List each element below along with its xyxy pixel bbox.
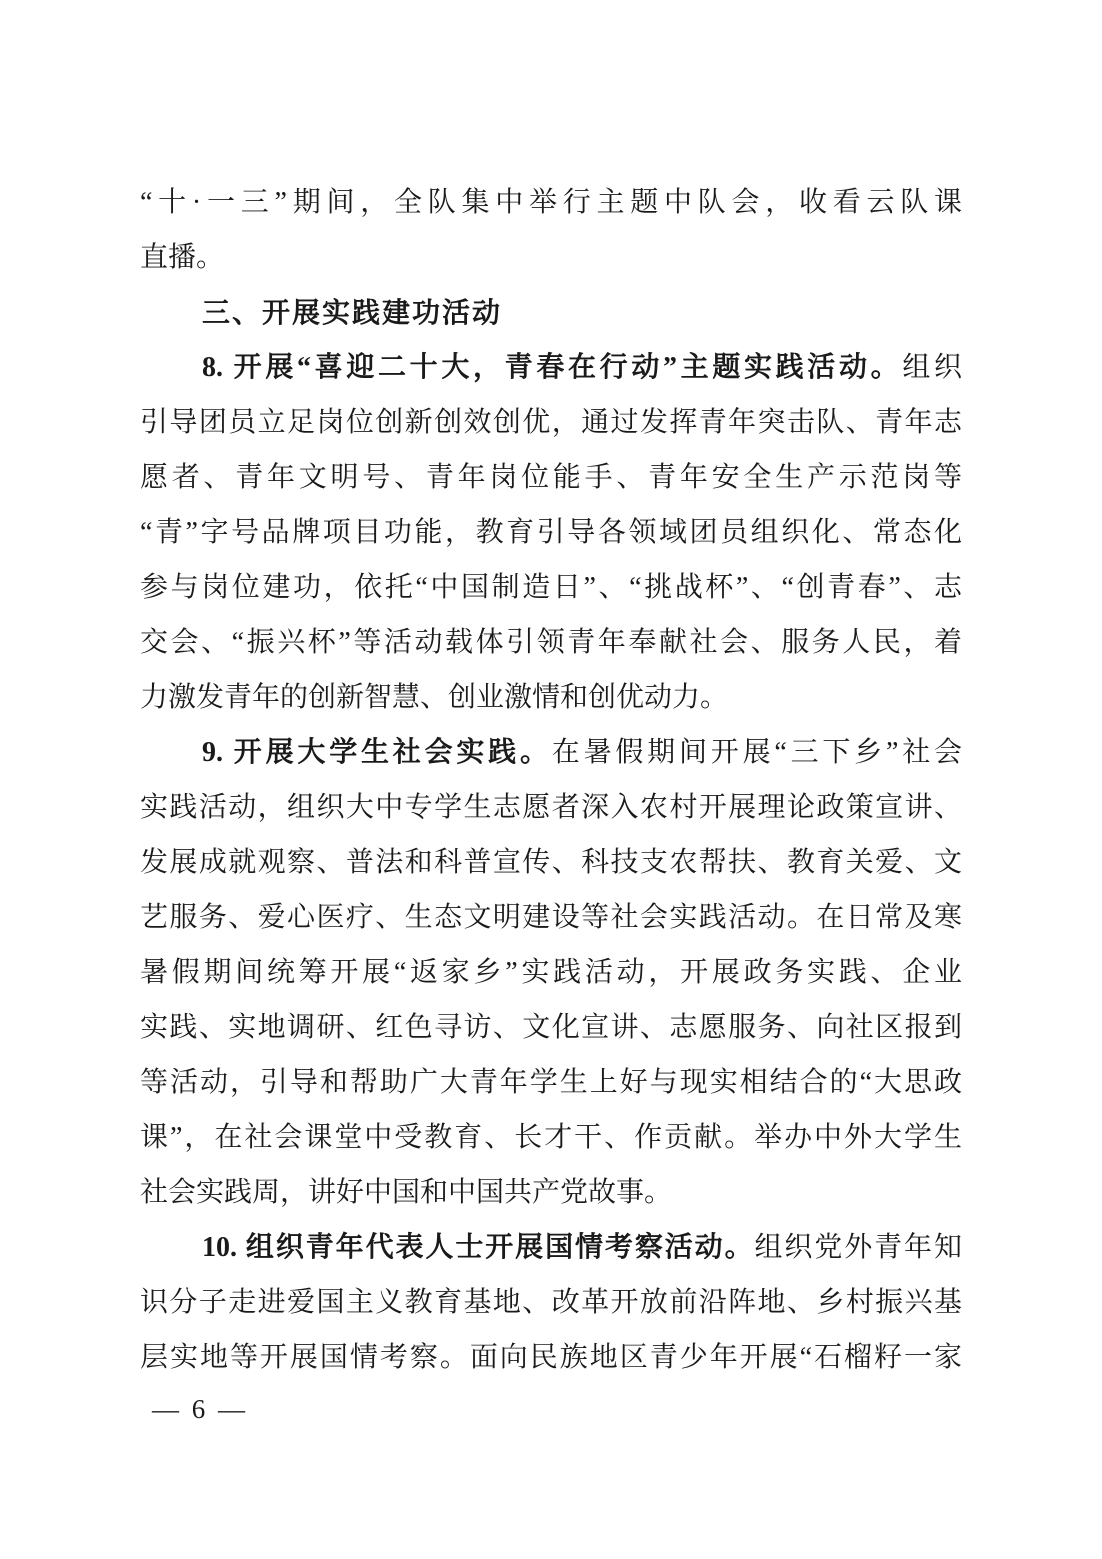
text-segment: 识分子走进爱国主义教育基地、改革开放前沿阵地、乡村振兴基 [140, 1287, 962, 1318]
text-line [140, 1110, 962, 1165]
text-segment: 10. 组织青年代表人士开展国情考察活动。 [202, 1232, 755, 1263]
text-segment: 引导团员立足岗位创新创效创优，通过发挥青年突击队、青年志 [140, 407, 962, 438]
text-segment: 层实地等开展国情考察。面向民族地区青少年开展“石榴籽一家 [140, 1342, 962, 1373]
text-line [140, 1275, 962, 1330]
text-segment: 组织 [902, 352, 962, 383]
text-segment: 三、开展实践建功活动 [202, 297, 503, 328]
text-segment: 力激发青年的创新智慧、创业激情和创优动力。 [140, 682, 729, 713]
text-segment: 参与岗位建功，依托“中国制造日”、“挑战杯”、“创青春”、志 [140, 572, 962, 603]
text-line [140, 1165, 962, 1220]
text-line [140, 780, 962, 835]
text-segment: 8. 开展“喜迎二十大，青春在行动”主题实践活动。 [202, 352, 903, 383]
text-segment: 9. 开展大学生社会实践。 [202, 737, 552, 768]
page-number [152, 1392, 248, 1426]
text-segment: 在暑假期间开展“三下乡”社会 [551, 737, 962, 768]
page-number-label: — 6 — [152, 1394, 248, 1424]
text-segment: 愿者、青年文明号、青年岗位能手、青年安全生产示范岗等 [140, 462, 962, 493]
text-segment: 等活动，引导和帮助广大青年学生上好与现实相结合的“大思政 [140, 1067, 962, 1098]
text-line [140, 230, 962, 285]
text-segment: 发展成就观察、普法和科普宣传、科技支农帮扶、教育关爱、文 [140, 847, 962, 878]
text-segment: 课”，在社会课堂中受教育、长才干、作贡献。举办中外大学生 [140, 1122, 962, 1153]
text-line [140, 670, 962, 725]
text-line [140, 1330, 962, 1385]
text-line [140, 175, 962, 230]
text-line [140, 505, 962, 560]
text-segment: “青”字号品牌项目功能，教育引导各领域团员组织化、常态化 [140, 517, 962, 548]
text-line [140, 890, 962, 945]
text-segment: 实践、实地调研、红色寻访、文化宣讲、志愿服务、向社区报到 [140, 1012, 962, 1043]
text-segment: 社会实践周，讲好中国和中国共产党故事。 [140, 1177, 673, 1208]
text-line [140, 615, 962, 670]
document-body [140, 175, 962, 1385]
text-segment: 交会、“振兴杯”等活动载体引领青年奉献社会、服务人民，着 [140, 627, 962, 658]
text-line [140, 450, 962, 505]
text-segment: 艺服务、爱心医疗、生态文明建设等社会实践活动。在日常及寒 [140, 902, 962, 933]
text-line [140, 945, 962, 1000]
text-segment: 直播。 [140, 242, 225, 273]
text-segment: 组织党外青年知 [754, 1232, 962, 1263]
text-line [140, 395, 962, 450]
text-line [140, 835, 962, 890]
section-heading [140, 285, 962, 340]
text-segment: 暑假期间统筹开展“返家乡”实践活动，开展政务实践、企业 [140, 957, 962, 988]
text-line [140, 1000, 962, 1055]
text-line [140, 1055, 962, 1110]
text-segment: 实践活动，组织大中专学生志愿者深入农村开展理论政策宣讲、 [140, 792, 962, 823]
text-segment: “十·一三”期间，全队集中举行主题中队会，收看云队课 [140, 187, 962, 218]
text-line [140, 340, 962, 395]
text-line [140, 560, 962, 615]
text-line [140, 725, 962, 780]
text-line [140, 1220, 962, 1275]
